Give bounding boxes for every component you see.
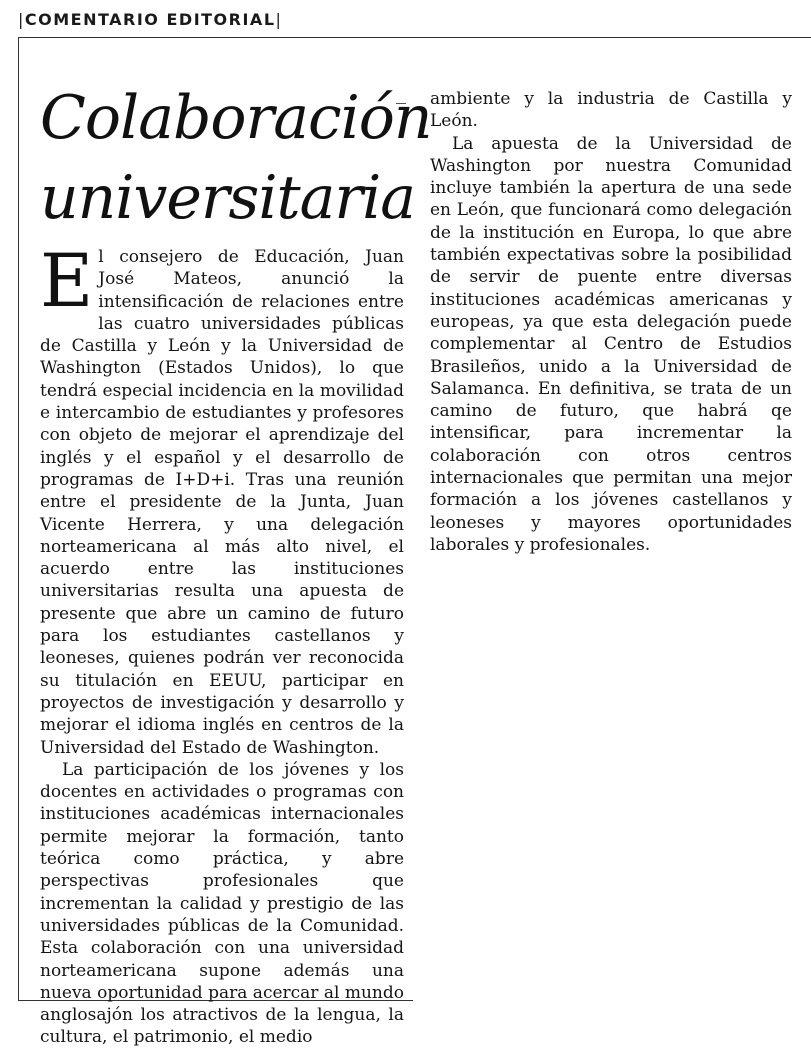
section-header-label: COMENTARIO EDITORIAL (24, 10, 276, 29)
article-paragraph-1-text: l consejero de Educación, Juan José Mateos, anunció la intensificación de relaciones entre las cuatro universidades públicas de Castilla y León y la Universidad de Washington (Estados Unidos), lo que tendrá especial incidencia en la movilidad e intercambio de estudiantes y profesores con objeto de mejorar el aprendizaje del inglés y el español y el desarrollo de programas de I+D+i. Tras una reunión entre el presidente de la Junta, Juan Vicente Herrera, y una delegación norteamericana al más alto nivel, el acuerdo entre las instituciones universitarias resulta una apuesta de presente que abre un camino de futuro para los estudiantes castellanos y leoneses, quienes podrán ver reconocida su titulación en EEUU, participar en proyectos de investigación y desarrollo y mejorar el idioma inglés en centros de la Universidad del Estado de Washington. (40, 247, 404, 758)
article-paragraph-2: La participación de los jóvenes y los docentes en actividades o programas con instituciones académicas internacionales permite mejorar la formación, tanto teórica como práctica, y abre perspectivas profesionales que incrementan la calidad y prestigio de las universidades públicas de la Comunidad. Esta colaboración con una universidad norteamericana supone además una nueva oportunidad para acercar al mundo anglosajón los atractivos de la lengua, la cultura, el patrimonio, el medio (40, 759, 404, 1048)
left-rule (18, 37, 19, 1000)
top-rule (18, 37, 811, 38)
article-paragraph-2-continued: ambiente y la industria de Castilla y León. (430, 89, 792, 132)
article-paragraph-3: La apuesta de la Universidad de Washington por nuestra Comunidad incluye también la apertura de una sede en León, que funcionará como delegación de la institución en Europa, lo que abre también expectativas sobre la posibilidad de servir de puente entre diversas instituciones académicas americanas y europeas, ya que esta delegación puede complementar al Centro de Estudios Brasileños, unido a la Universidad de Salamanca. En definitiva, se trata de un camino de futuro, que habrá qe intensificar, para incrementar la colaboración con otros centros internacionales que permitan una mejor formación a los jóvenes castellanos y leoneses y mayores oportunidades laborales y profesionales. (430, 133, 792, 555)
header-bar-right: | (275, 10, 283, 29)
header-bar-left: | (18, 10, 25, 29)
article-column-right (430, 88, 792, 556)
headline: Colaboración universitaria (40, 83, 432, 233)
section-header (18, 10, 282, 29)
article-paragraph-1 (40, 239, 404, 759)
article-column-left (40, 239, 404, 1049)
drop-cap: E (40, 239, 94, 324)
